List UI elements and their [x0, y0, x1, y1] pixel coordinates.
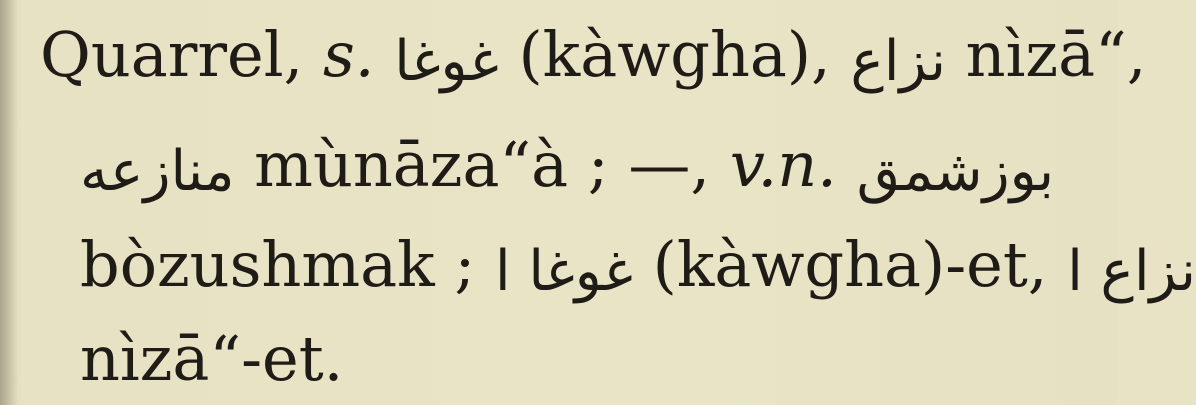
transliteration: nìzā“, [965, 18, 1147, 91]
transliteration: nìzā“-et. [80, 322, 344, 395]
entry-line-4 [80, 322, 344, 395]
entry-line-2 [80, 128, 1055, 204]
arabic-script-term: نزاع ا [1067, 239, 1196, 304]
arabic-script-term: بوزشمق [856, 139, 1055, 204]
arabic-script-term: غوغا [394, 29, 499, 94]
entry-line-3 [80, 228, 1196, 304]
transliteration: (kàwgha)-et, [652, 228, 1048, 301]
transliteration: bòzushmak ; [80, 228, 476, 301]
transliteration: (kàwgha), [518, 18, 831, 91]
part-of-speech: v.n. [729, 128, 837, 201]
transliteration: mùnāza“à ; [254, 128, 609, 201]
dash: —, [628, 128, 711, 201]
headword: Quarrel, [40, 18, 304, 91]
arabic-script-term: منازعه [80, 139, 235, 204]
entry-line-1 [40, 18, 1147, 94]
part-of-speech: s. [322, 18, 375, 91]
page-gutter-shadow [0, 0, 18, 405]
arabic-script-term: نزاع [850, 29, 946, 94]
arabic-script-term: غوغا ا [495, 239, 633, 304]
